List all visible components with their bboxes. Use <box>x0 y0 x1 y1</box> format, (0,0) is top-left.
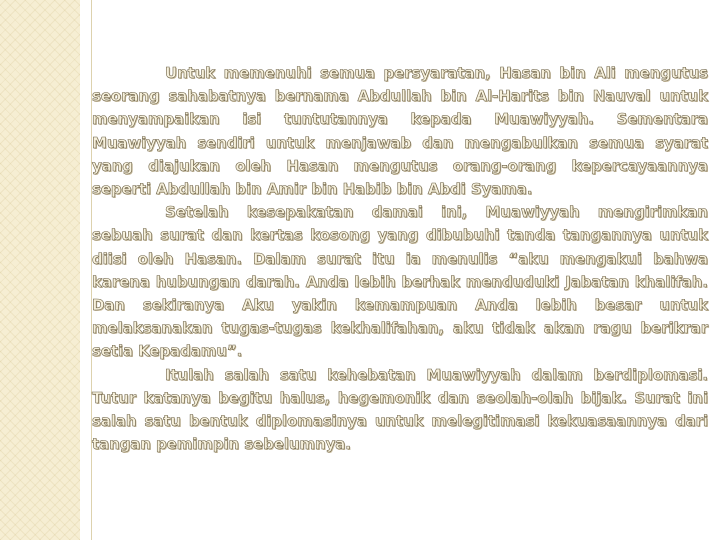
document-body <box>92 62 708 456</box>
paragraph-3: Itulah salah satu kehebatan Muawiyyah dalam berdiplomasi. Tutur katanya begitu halus, hegemonik dan seolah-olah bijak. Surat ini salah satu bentuk diplomasinya untuk melegitimasi kekuasaannya dari tangan pemimpin sebelumnya. <box>92 365 708 454</box>
paragraph-2: Setelah kesepakatan damai ini, Muawiyyah mengirimkan sebuah surat dan kertas kosong yang dibubuhi tanda tangannya untuk diisi oleh Hasan. Dalam surat itu ia menulis “aku mengakui bahwa karena hubungan darah. Anda lebih berhak menduduki Jabatan khalifah. Dan sekiranya Aku yakin kemampuan Anda lebih besar untuk melaksanakan tugas-tugas kekhalifahan, aku tidak akan ragu berikrar setia Kepadamu”. <box>92 203 708 361</box>
paragraph-1: Untuk memenuhi semua persyaratan, Hasan bin Ali mengutus seorang sahabatnya bernama Abdullah bin Al-Harits bin Nauval untuk menyampaikan isi tuntutannya kepada Muawiyyah. Sementara Muawiyyah sendiri untuk menjawab dan mengabulkan semua syarat yang diajukan oleh Hasan mengutus orang-orang kepercayaannya seperti Abdullah bin Amir bin Habib bin Abdi Syama. <box>92 64 708 199</box>
decorative-side-band <box>0 0 80 540</box>
